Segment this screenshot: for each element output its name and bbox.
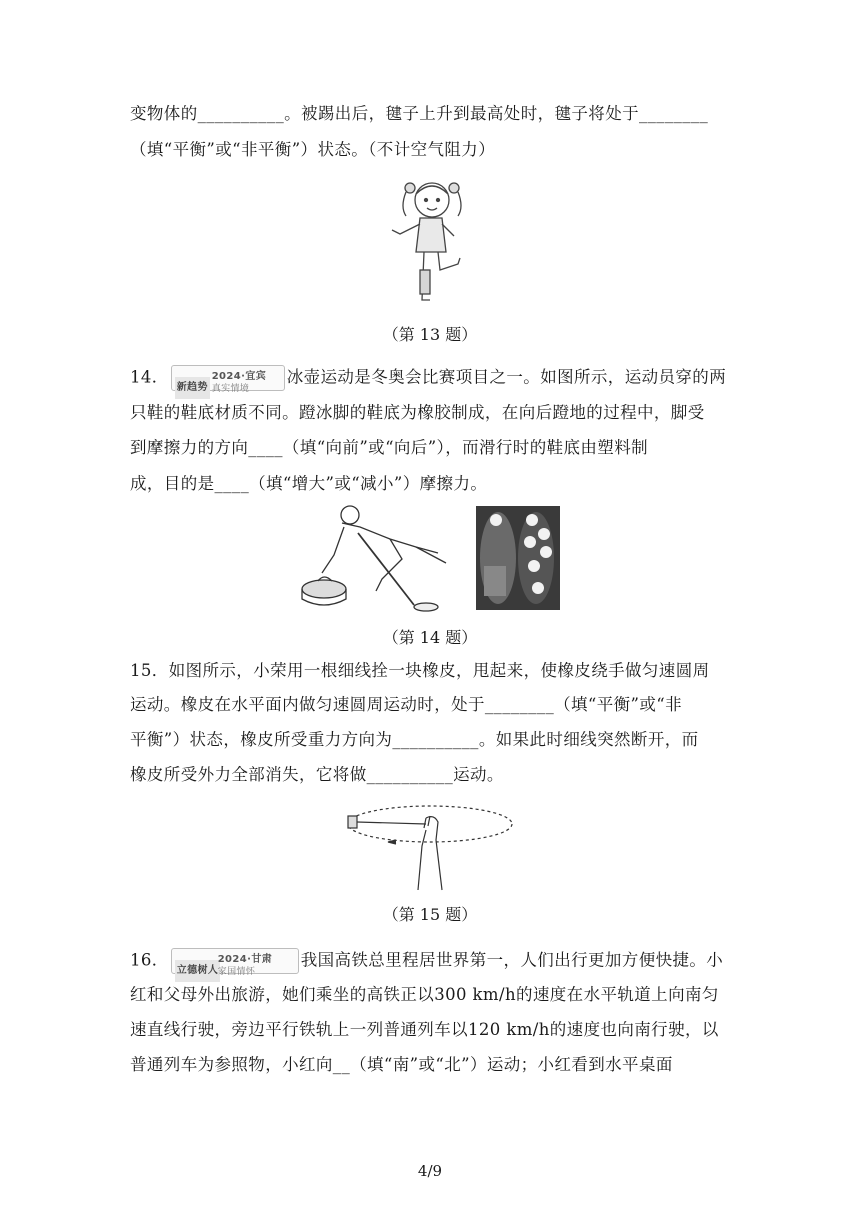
figure-13-caption: （第 13 题） — [382, 325, 478, 344]
q16-line-4: 普通列车为参照物，小红向__（填“南”或“北”）运动；小红看到水平桌面 — [130, 1055, 673, 1074]
figure-14-caption: （第 14 题） — [382, 628, 478, 647]
q16-text: 我国高铁总里程居世界第一，人们出行更加方便快捷。小 — [300, 950, 724, 970]
page-number: 4/9 — [417, 1162, 443, 1180]
q16-line-3: 速直线行驶，旁边平行铁轨上一列普通列车以120 km/h的速度也向南行驶，以 — [130, 1020, 719, 1039]
q14-text: 冰壶运动是冬奥会比赛项目之一。如图所示，运动员穿的两 — [286, 367, 727, 387]
badge-bottom-label: 家国情怀 — [217, 967, 256, 977]
q13-line-1: 变物体的__________。被踢出后，毽子上升到最高处时，毽子将处于________ — [130, 104, 709, 123]
badge-left-label: 立德树人 — [175, 960, 221, 982]
badge-top-label: 2024·宜宾 — [211, 371, 267, 382]
eraser-circular-motion-figure — [338, 800, 522, 892]
q15-line-3: 平衡”）状态，橡皮所受重力方向为__________。如果此时细线突然断开，而 — [130, 730, 699, 749]
q16-number: 16． — [130, 950, 169, 970]
girl-kicking-shuttlecock-figure — [380, 172, 480, 310]
q15-line-4: 橡皮所受外力全部消失，它将做__________运动。 — [130, 765, 504, 784]
q14-line-3: 到摩擦力的方向____（填“向前”或“向后”），而滑行时的鞋底由塑料制 — [130, 438, 648, 457]
q14-line-2: 只鞋的鞋底材质不同。蹬冰脚的鞋底为橡胶制成，在向后蹬地的过程中，脚受 — [130, 403, 705, 422]
badge-top-label: 2024·甘肃 — [217, 954, 273, 965]
q14-number: 14． — [130, 367, 169, 387]
tag-badge-q16 — [171, 948, 299, 977]
q16-line-1 — [130, 948, 724, 977]
badge-left-label: 新趋势 — [175, 377, 210, 399]
shoe-soles-photo — [476, 506, 560, 610]
badge-bottom-label: 真实情境 — [211, 384, 250, 394]
q13-line-2: （填“平衡”或“非平衡”）状态。（不计空气阻力） — [130, 140, 496, 159]
q15-line-1: 15．如图所示，小荣用一根细线拴一块橡皮，甩起来，使橡皮绕手做匀速圆周 — [130, 661, 710, 680]
q15-line-2: 运动。橡皮在水平面内做匀速圆周运动时，处于________（填“平衡”或“非 — [130, 695, 683, 714]
q14-line-4: 成，目的是____（填“增大”或“减小”）摩擦力。 — [130, 474, 488, 493]
q16-line-2: 红和父母外出旅游，她们乘坐的高铁正以300 km/h的速度在水平轨道上向南匀 — [130, 985, 719, 1004]
q14-line-1 — [130, 365, 727, 394]
figure-15-caption: （第 15 题） — [382, 905, 478, 924]
curling-athlete-figure — [298, 503, 458, 613]
tag-badge-q14 — [171, 365, 285, 394]
